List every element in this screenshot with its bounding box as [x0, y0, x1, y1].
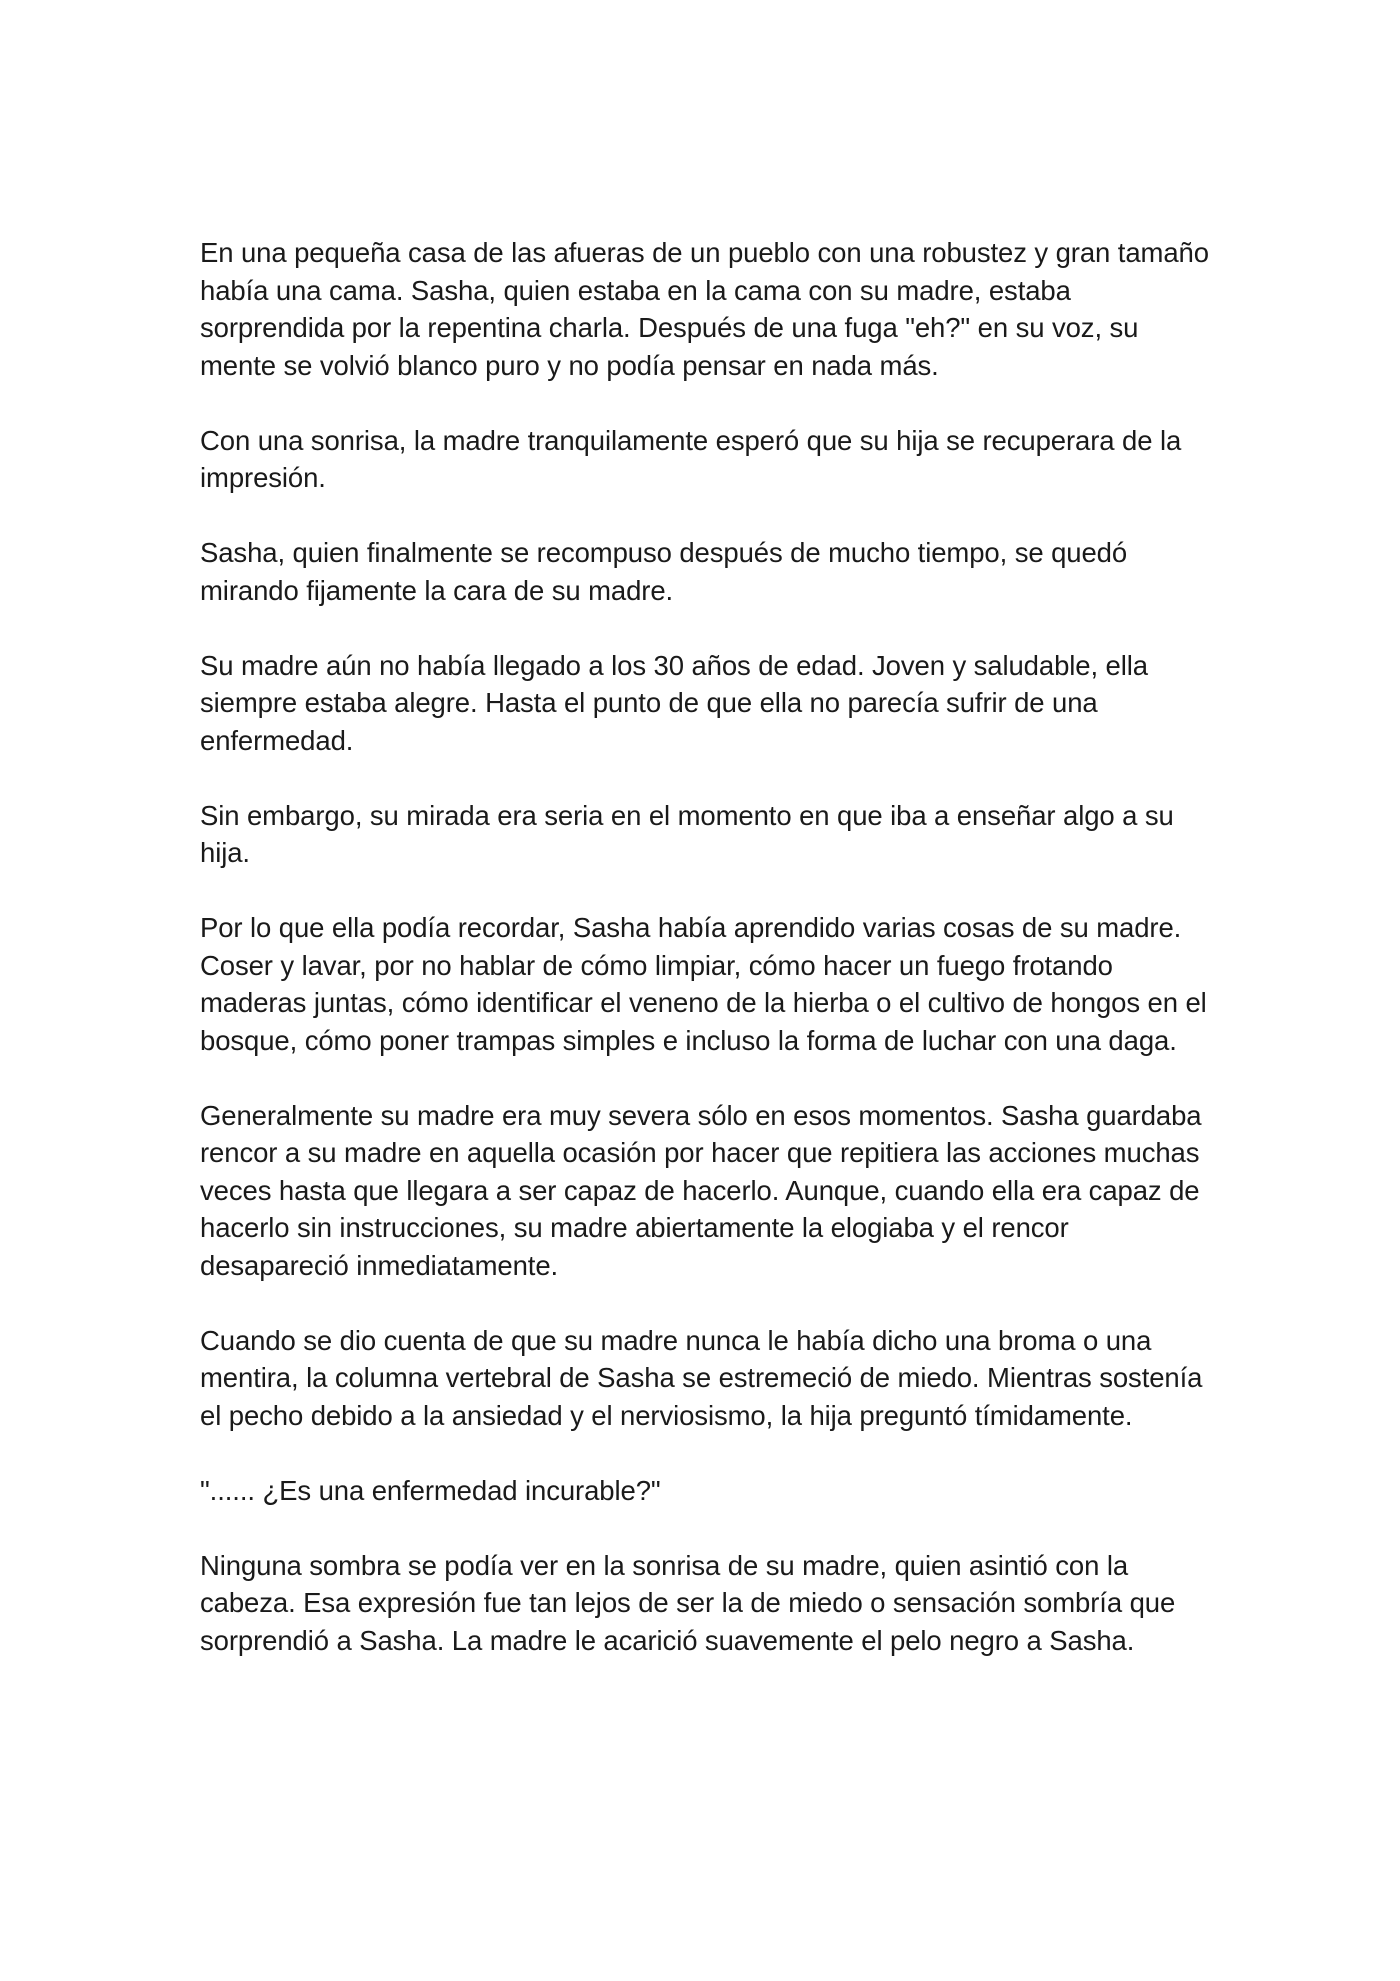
- paragraph-8: Cuando se dio cuenta de que su madre nunca le había dicho una broma o una mentira, la columna vertebral de Sasha se estremeció de miedo. Mientras sostenía el pecho debido a la ansiedad y el nerviosismo, la hija preguntó tímidamente.: [200, 1324, 1203, 1431]
- paragraph-10: Ninguna sombra se podía ver en la sonrisa de su madre, quien asintió con la cabeza. Esa expresión fue tan lejos de ser la de miedo o sensación sombría que sorprendió a Sasha. La madre le acarició suavemente el pelo negro a Sasha.: [200, 1549, 1176, 1656]
- document-body: [200, 234, 1210, 1659]
- paragraph-4: Su madre aún no había llegado a los 30 años de edad. Joven y saludable, ella siempre estaba alegre. Hasta el punto de que ella no parecía sufrir de una enfermedad.: [200, 649, 1148, 756]
- paragraph-1: En una pequeña casa de las afueras de un pueblo con una robustez y gran tamaño había una cama. Sasha, quien estaba en la cama con su madre, estaba sorprendida por la repentina charla. Después de una fuga "eh?" en su voz, su mente se volvió blanco puro y no podía pensar en nada más.: [200, 237, 1209, 381]
- paragraph-2: Con una sonrisa, la madre tranquilamente esperó que su hija se recuperara de la impresión.: [200, 424, 1182, 493]
- paragraph-9-dialogue: "...... ¿Es una enfermedad incurable?": [200, 1474, 661, 1506]
- paragraph-6: Por lo que ella podía recordar, Sasha había aprendido varias cosas de su madre. Coser y lavar, por no hablar de cómo limpiar, cómo hacer un fuego frotando maderas juntas, cómo identificar el veneno de la hierba o el cultivo de hongos en el bosque, cómo poner trampas simples e incluso la forma de luchar con una daga.: [200, 912, 1207, 1056]
- paragraph-7: Generalmente su madre era muy severa sólo en esos momentos. Sasha guardaba rencor a su madre en aquella ocasión por hacer que repitiera las acciones muchas veces hasta que llegara a ser capaz de hacerlo. Aunque, cuando ella era capaz de hacerlo sin instrucciones, su madre abiertamente la elogiaba y el rencor desapareció inmediatamente.: [200, 1099, 1202, 1281]
- paragraph-5: Sin embargo, su mirada era seria en el momento en que iba a enseñar algo a su hija.: [200, 799, 1174, 868]
- paragraph-3: Sasha, quien finalmente se recompuso después de mucho tiempo, se quedó mirando fijamente la cara de su madre.: [200, 537, 1128, 606]
